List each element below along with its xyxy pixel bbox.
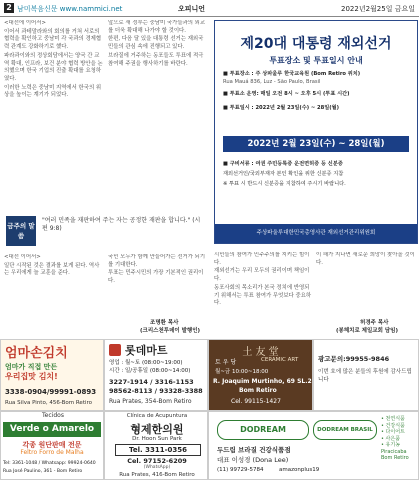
paragraph: 일단 시작된 것은 결과를 보게 된다. 역사는 우리에게 늘 교훈을 준다. (4, 262, 100, 277)
ad-inquiry-phone: 광고문의:99955-9846 (318, 355, 390, 363)
ad-address: Rua José Paulino, 361 - Bom Retiro (3, 469, 83, 474)
paragraph: 앞으로 새 정부는 중남미 국가들과의 외교를 더욱 확대해 나가야 할 것이다. (108, 20, 206, 34)
election-line: ■ 투표일시 : 2022년 2월 23일(수) ~ 28일(월) (223, 105, 340, 111)
ad-inquiry-text: 이번 호에 많은 분들의 후원에 감사드립니다 (318, 369, 412, 383)
list-item: • 다이어트 (381, 429, 405, 435)
ad-phone: Tel. 3311-0356 (115, 444, 201, 456)
author-title-2: (봉헤치로 제일교회 담임) (336, 328, 398, 334)
ad-phone: Cel. 99115-1427 (231, 398, 281, 405)
ad-text: 우리집맛 김치! (5, 372, 58, 381)
ad-phone: (11) 99729-5784 (217, 467, 264, 473)
ad-label: Clínica de Acupuntura (126, 413, 188, 419)
election-line: Rua Mauá 836, Luz - São Paulo, Brasil (223, 79, 321, 85)
ad-title: Verde o Amarelo (3, 422, 101, 437)
author-title: (크리스천투데이 발행인) (140, 328, 201, 334)
author-name-2: 허경주 목사 (360, 320, 389, 326)
ad-title: 롯데마트 (125, 344, 168, 357)
ad-address: Rua Silva Pinto, 456-Bom Retiro (5, 400, 93, 406)
ad-cell: Cel. 97152-6209 (127, 457, 187, 465)
ad-logo: DODREAM BRASIL (313, 420, 377, 440)
ad-area: Bom Retiro (239, 387, 277, 394)
list-item: Bom Retiro (381, 455, 409, 461)
ad-address: Rua Prates, 416-Bom Retiro (119, 472, 195, 478)
paragraph: 동포사회의 목소리가 본국 정치에 반영되기 위해서는 투표 참여가 무엇보다 중요하다. (214, 284, 312, 307)
election-title: 제20대 대통령 재외선거 (240, 36, 392, 52)
quote-badge: 금주의 말씀 (6, 216, 36, 246)
ad-kimchi[interactable] (0, 339, 104, 411)
election-line: ■ 구비서류 : 여권 주민등록증 운전면허증 등 신분증 (223, 161, 343, 167)
paragraph: 한편, 다음 달 있을 대통령 선거는 재외국민들의 관심 속에 진행되고 있다. (108, 36, 204, 51)
ad-product-list (381, 416, 419, 462)
ad-hours: 영업 : 월~토 (08:00~19:00) (109, 360, 183, 366)
paragraph: 이어서 과테말라와의 회의를 거쳐 서로의 협력을 확인하고 중남미 각 국과의 경제협력 관계도 강화하기로 했다. (4, 28, 102, 51)
ad-text: 두드림 브라질 건강식품점 (217, 446, 291, 454)
page-header (0, 0, 419, 17)
ad-phone: 3227-1914 / 3316-1153 (109, 378, 194, 386)
election-line: ※ 투표 시 반드시 신분증을 지참하여 주시기 바랍니다. (223, 181, 346, 187)
paragraph: 국민 모두가 함께 만들어가는 선거가 되기를 기대한다. (108, 254, 206, 268)
paragraph: <대선 이어서> (4, 254, 41, 260)
paragraph: 이 해가 지나면 새로운 희망이 찾아올 것이다. (316, 252, 415, 266)
ad-hours: 시간 : 일/공휴일 (08:00~14:00) (109, 368, 191, 374)
election-notice (214, 20, 418, 244)
ad-inquiry[interactable] (313, 339, 419, 411)
author-name: 조명환 목사 (150, 320, 179, 326)
quote-text: "여러 민족을 재판하여 주는 자는 공정한 재판을 합니다." (시편 9:8) (42, 217, 201, 232)
election-line: ■ 투표소 운영: 매일 오전 8시 ~ 오후 5시 (투표 시간) (223, 91, 350, 97)
article-column-3 (214, 252, 313, 332)
issue-date: 2022년2월25일 금요일 (341, 5, 415, 13)
ad-phone: 3338-0904/99991-0893 (5, 388, 97, 396)
ad-sub: 토 우 당 (215, 359, 237, 366)
list-item: • 건강식품 (381, 422, 405, 429)
ad-address: R. Joaquim Murtinho, 69 SL.2 (213, 378, 312, 385)
section-title: 오피니언 (178, 5, 206, 13)
ad-text: 각종 원단판매 전문 (22, 441, 82, 449)
scripture-quote (4, 214, 207, 250)
election-footer: 주상파울루대한민국총영사관 재외선거관리위원회 (215, 224, 417, 243)
ad-web: amazonplus19 (279, 467, 320, 473)
paragraph: <대선에 이어서> (4, 20, 46, 26)
election-subtitle: 투표장소 및 투표일시 안내 (269, 56, 363, 65)
ad-phone: Tel: 3361-1048 / Whatsapp: 99924-0640 (3, 461, 96, 466)
article-column-2-bottom (108, 254, 207, 324)
ad-touwoo-ceramic[interactable] (208, 339, 313, 411)
list-item: • 유기농 (381, 442, 401, 448)
paragraph: 시민들의 참여가 민주주의를 지키는 힘이다. (214, 252, 310, 266)
ad-text: 대표 이성경 (Dona Lee) (217, 456, 289, 464)
paragraph: 브라질에 거주하는 동포들도 투표에 적극 참여해 주권을 행사하기를 바란다. (108, 52, 204, 67)
list-item: • 사은품 (381, 435, 401, 442)
page-number: 2 (4, 3, 14, 13)
ad-label: Tecidos (42, 412, 64, 419)
ad-title: 土 友 堂 (242, 347, 279, 358)
ad-text: Feltro Forro de Malha (20, 449, 84, 456)
ad-tag: CERAMIC ART (261, 357, 299, 363)
article-column-4 (316, 252, 416, 312)
paragraph: 이러한 노력은 중남미 지역에서 한국의 위상을 높이는 계기가 되었다. (4, 84, 102, 99)
ad-hours: 월~금 10:00~18:00 (215, 369, 269, 375)
election-line: ■ 투표장소 : 주 상파울루 한국교육원 (Bom Retiro 위치) (223, 71, 361, 77)
ad-lottemart[interactable] (104, 339, 208, 411)
paragraph: 투표는 민주시민의 가장 기본적인 권리이다. (108, 270, 204, 285)
election-date-band: 2022년 2월 23일(수) ~ 28일(월) (223, 136, 409, 152)
election-line: 재외선거인/국외부재자 본인 확인을 위한 신분증 지참 (223, 171, 344, 177)
ad-hyungje-clinic[interactable] (104, 411, 208, 480)
paragraph: 재외선거는 우리 모두의 권리이며 책임이다. (214, 268, 310, 283)
ad-logo: DODREAM (217, 420, 309, 440)
paragraph: 파라과이와의 정상회담에서는 양국 간 교역 확대, 인프라, 보건 분야 협력 방안을 논의했으며 한국 기업의 진출 확대를 요청하였다. (4, 52, 103, 82)
list-item: Piracicaba (381, 448, 407, 455)
list-item: • 천연식품 (381, 416, 405, 422)
article-column-1-bottom (4, 254, 103, 334)
ad-title: 엄마손김치 (5, 346, 68, 361)
ad-verde-amarelo[interactable] (0, 411, 104, 480)
ad-doctor: Dr. Hoon Sun Park (132, 436, 182, 442)
lotte-logo-icon (109, 344, 121, 356)
ad-text: 엄마가 직접 만든 (5, 363, 58, 371)
site-name[interactable]: 남미복음신문 www.nammici.net (17, 5, 123, 13)
ad-title: 형제한의원 (130, 423, 184, 436)
ad-address: Rua Prates, 354-Bom Retiro (109, 398, 192, 405)
ad-phone: 98562-8113 / 93328-3388 (109, 387, 203, 395)
ad-dodream[interactable] (208, 411, 419, 480)
ad-note: (WhatsApp) (143, 465, 171, 470)
